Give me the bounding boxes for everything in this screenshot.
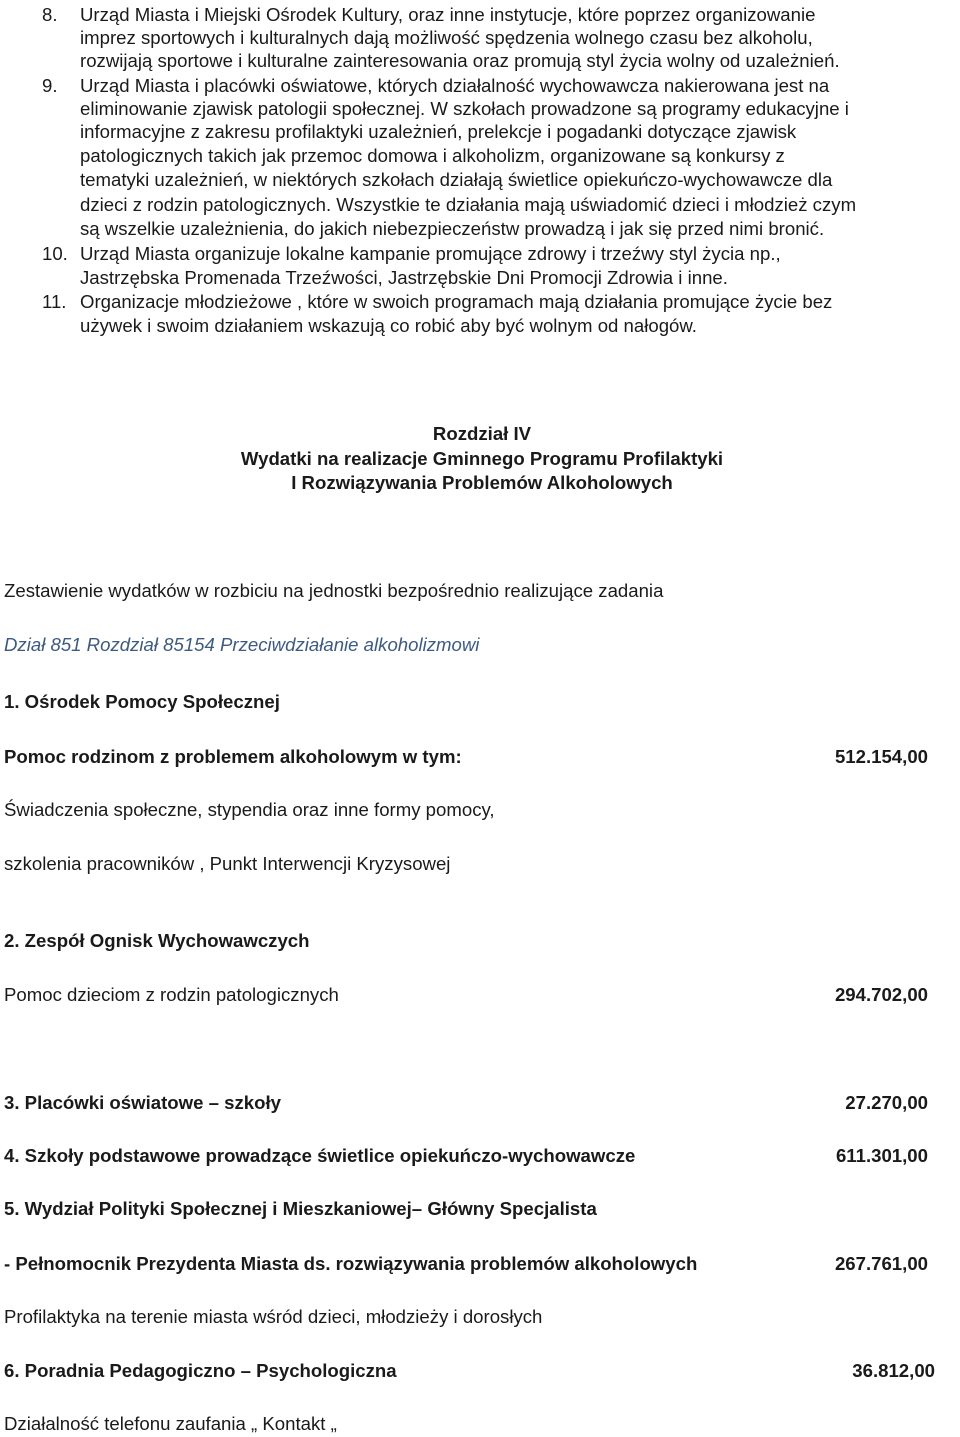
list-number: 10.: [42, 243, 68, 264]
list-item-text: są wszelkie uzależnienia, do jakich niebezpieczeństw prowadzą i jak się przed nimi bronić.: [80, 218, 825, 239]
chapter-title-line-2: I Rozwiązywania Problemów Alkoholowych: [291, 472, 673, 493]
unit-5-title: 5. Wydział Polityki Społecznej i Mieszkaniowej– Główny Specjalista: [4, 1198, 597, 1219]
list-item-text: imprez sportowych i kulturalnych dają możliwość spędzenia wolnego czasu bez alkoholu,: [80, 27, 813, 48]
list-item-text: używek i swoim działaniem wskazują co robić aby być wolnym od nałogów.: [80, 315, 697, 336]
list-item-text: tematyki uzależnień, w niektórych szkołach działają świetlice opiekuńczo-wychowawcze dla: [80, 169, 833, 190]
unit-4-title: 4. Szkoły podstawowe prowadzące świetlice opiekuńczo-wychowawcze: [4, 1145, 636, 1166]
chapter-heading: Rozdział IV: [432, 423, 532, 444]
list-number: 11.: [42, 291, 67, 312]
list-item-text: Jastrzębska Promenada Trzeźwości, Jastrzębskie Dni Promocji Zdrowia i inne.: [80, 267, 728, 288]
unit-1-amount: 512.154,00: [834, 746, 928, 767]
unit-5-subtitle: - Pełnomocnik Prezydenta Miasta ds. rozwiązywania problemów alkoholowych: [4, 1253, 698, 1274]
list-item-text: dzieci z rodzin patologicznych. Wszystkie te działania mają uświadomić dzieci i młodzież czym: [80, 194, 857, 215]
unit-1-title: 1. Ośrodek Pomocy Społecznej: [4, 691, 280, 712]
list-item-text: Organizacje młodzieżowe , które w swoich programach mają działania promujące życie bez: [80, 291, 833, 312]
list-item-text: rozwijają sportowe i kulturalne zainteresowania oraz promują styl życia wolny od uzależnień.: [80, 50, 840, 71]
list-item-text: Urząd Miasta i placówki oświatowe, których działalność wychowawcza nakierowana jest na: [80, 75, 830, 96]
chapter-title-line-1: Wydatki na realizacje Gminnego Programu Profilaktyki: [240, 448, 724, 469]
list-number: 9.: [42, 75, 58, 96]
unit-4-amount: 611.301,00: [835, 1145, 928, 1166]
summary-intro: Zestawienie wydatków w rozbiciu na jednostki bezpośrednio realizujące zadania: [4, 580, 664, 601]
list-item-text: informacyjne z zakresu profilaktyki uzależnień, prelekcje i pogadanki dotyczące zjawisk: [80, 121, 797, 142]
unit-2-item: Pomoc dzieciom z rodzin patologicznych: [4, 984, 339, 1005]
unit-1-description: Świadczenia społeczne, stypendia oraz inne formy pomocy,: [4, 799, 495, 820]
unit-6-description: Działalność telefonu zaufania „ Kontakt „: [4, 1413, 337, 1434]
list-item-text: eliminowanie zjawisk patologii społecznej. W szkołach prowadzone są programy edukacyjne i: [80, 98, 849, 119]
list-number: 8.: [42, 4, 58, 25]
unit-6-title: 6. Poradnia Pedagogiczno – Psychologiczna: [4, 1360, 397, 1381]
unit-5-description: Profilaktyka na terenie miasta wśród dzieci, młodzieży i dorosłych: [4, 1306, 543, 1327]
list-item-text: patologicznych takich jak przemoc domowa i alkoholizm, organizowane są konkursy z: [80, 145, 785, 166]
unit-2-amount: 294.702,00: [834, 984, 928, 1005]
unit-2-title: 2. Zespół Ognisk Wychowawczych: [4, 930, 310, 951]
unit-1-description: szkolenia pracowników , Punkt Interwencji Kryzysowej: [4, 853, 451, 874]
unit-3-title: 3. Placówki oświatowe – szkoły: [4, 1092, 281, 1113]
unit-3-amount: 27.270,00: [845, 1092, 928, 1113]
unit-6-amount: 36.812,00: [852, 1360, 935, 1381]
section-reference: Dział 851 Rozdział 85154 Przeciwdziałanie alkoholizmowi: [4, 634, 480, 655]
list-item-text: Urząd Miasta organizuje lokalne kampanie promujące zdrowy i trzeźwy styl życia np.,: [80, 243, 781, 264]
unit-1-item: Pomoc rodzinom z problemem alkoholowym w tym:: [4, 746, 462, 767]
unit-5-amount: 267.761,00: [834, 1253, 928, 1274]
list-item-text: Urząd Miasta i Miejski Ośrodek Kultury, oraz inne instytucje, które poprzez organizowanie: [80, 4, 816, 25]
